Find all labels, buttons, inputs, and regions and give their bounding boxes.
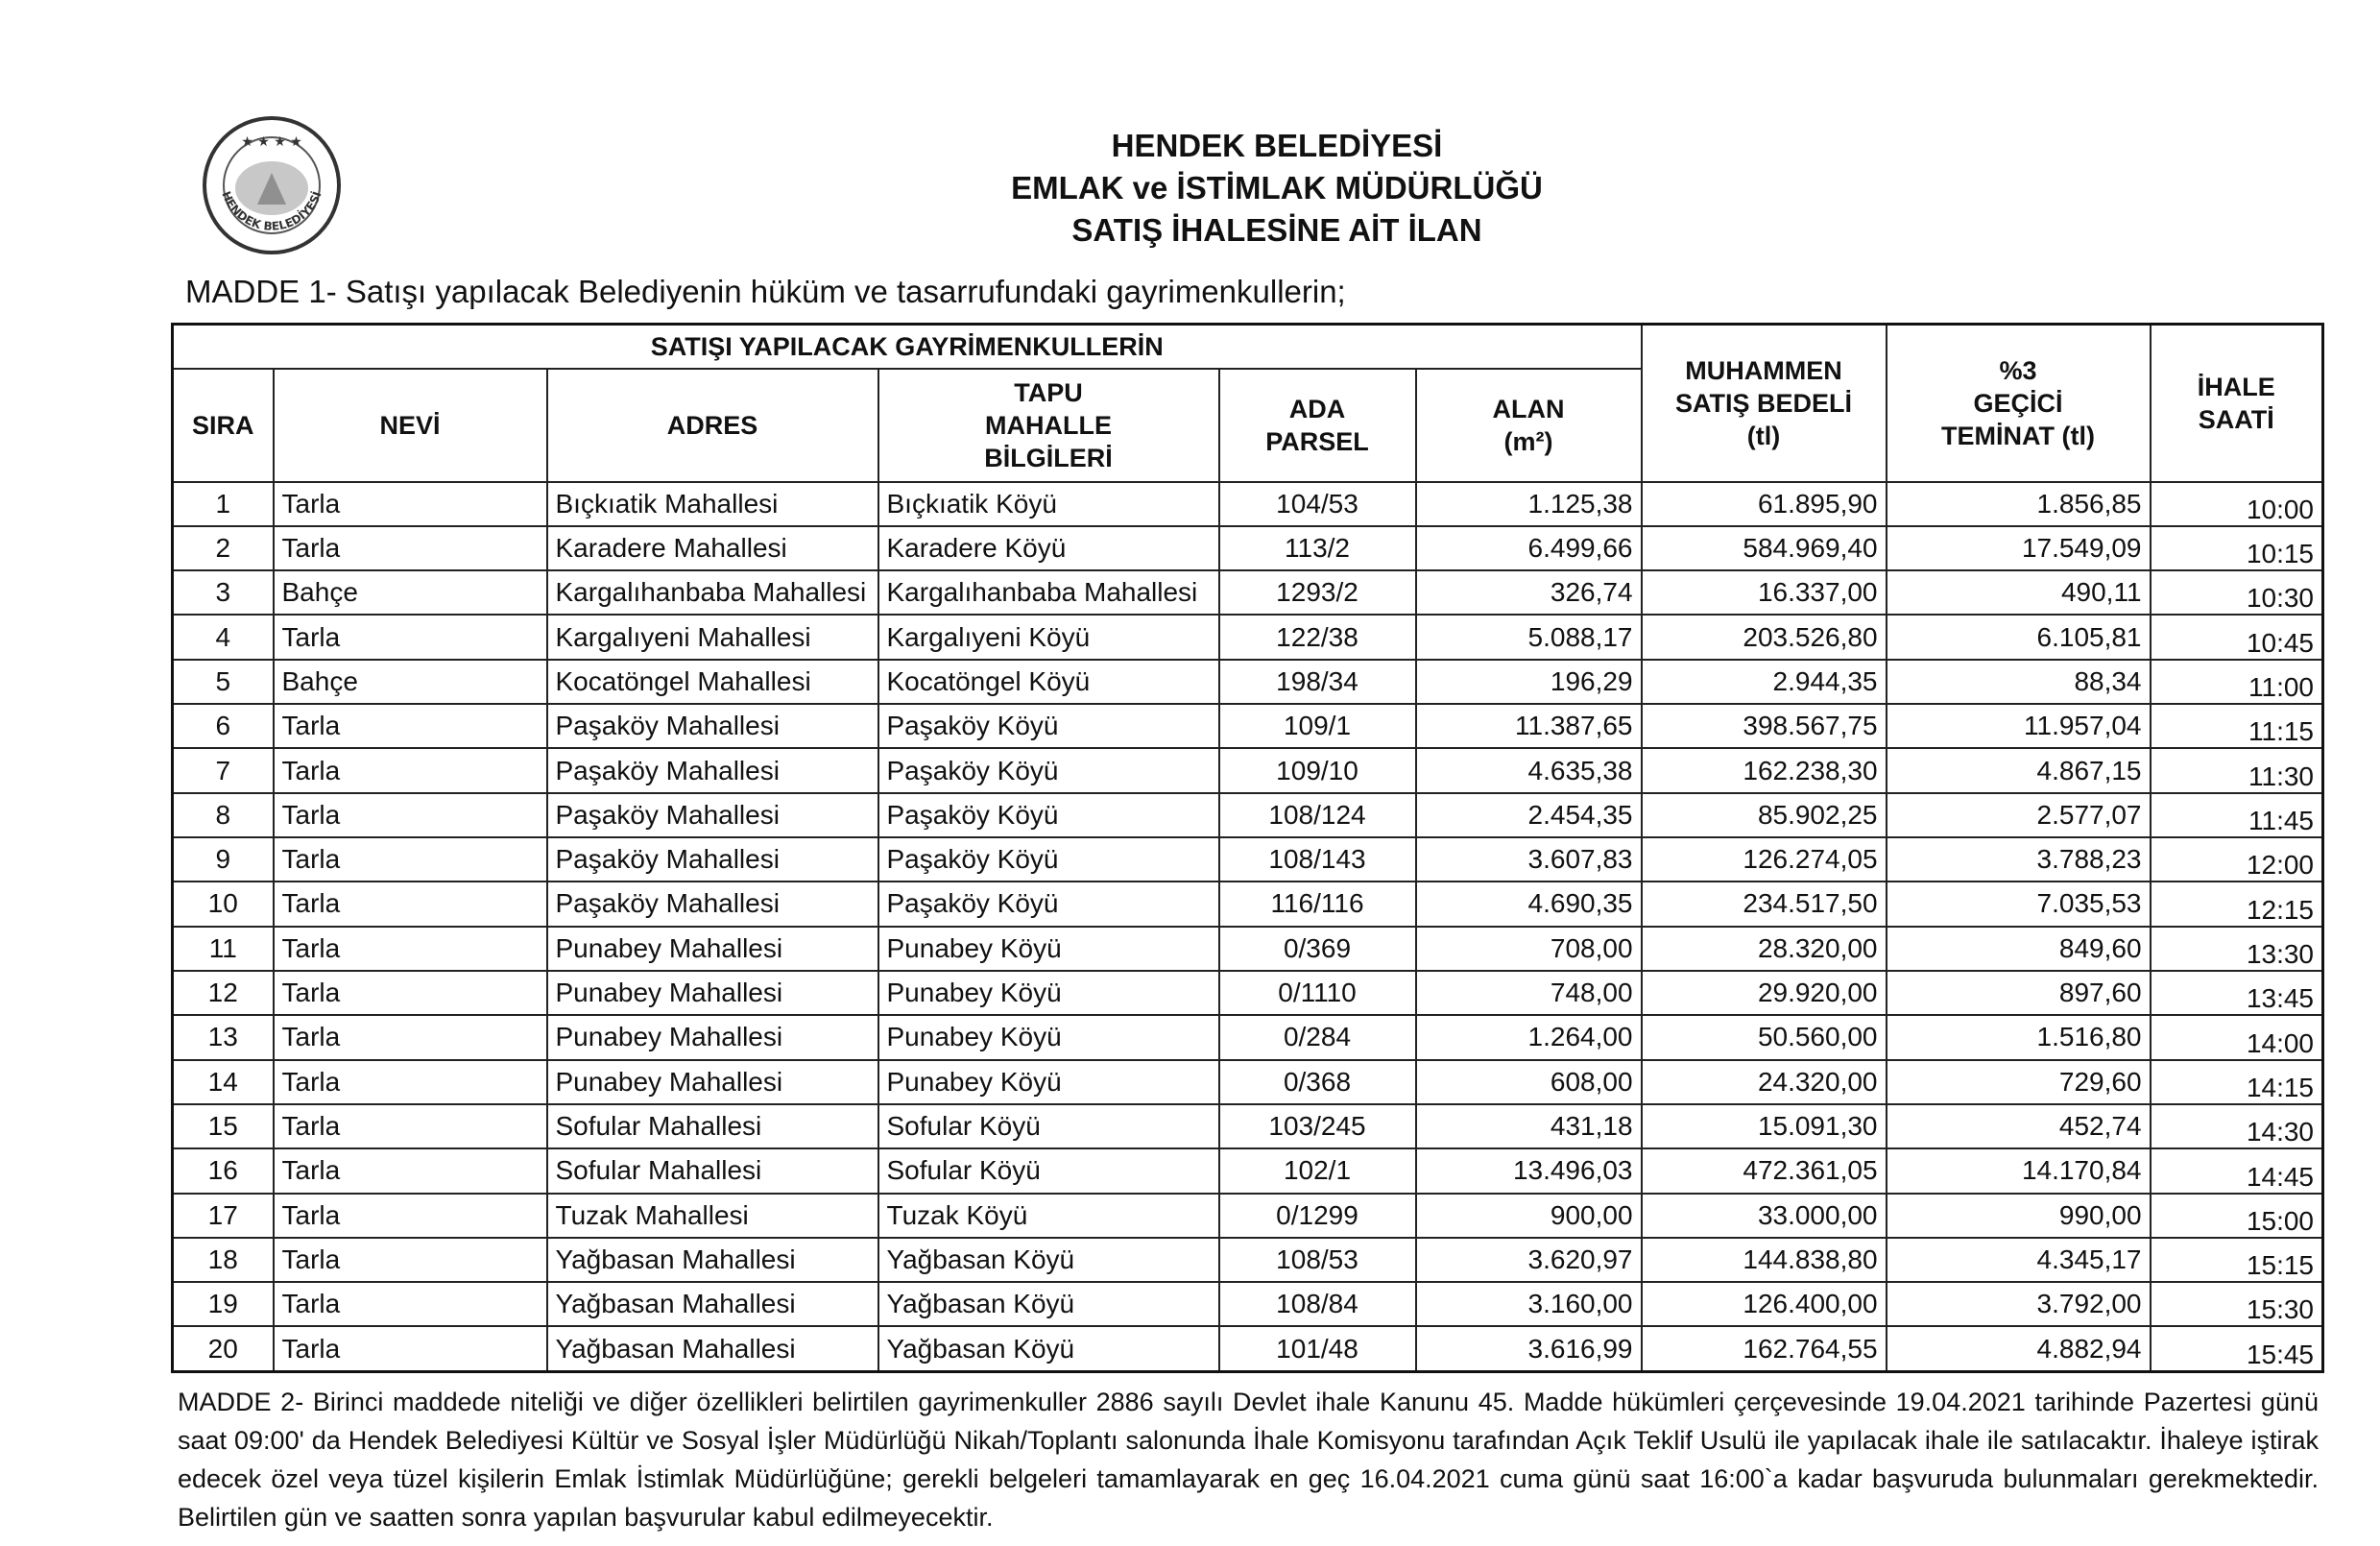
group-header: SATIŞI YAPILACAK GAYRİMENKULLERİN xyxy=(173,325,1642,369)
cell-adres: Punabey Mahallesi xyxy=(547,1015,878,1059)
cell-muhammen-bedel: 398.567,75 xyxy=(1642,704,1887,748)
cell-alan: 431,18 xyxy=(1416,1104,1642,1148)
seal-stars: ★ ★ ★ ★ xyxy=(241,134,302,150)
cell-ihale-saati: 15:00 xyxy=(2151,1194,2323,1238)
cell-alan: 2.454,35 xyxy=(1416,793,1642,837)
table-row xyxy=(173,793,2323,837)
cell-tapu: Kargalıhanbaba Mahallesi xyxy=(878,570,1219,615)
cell-muhammen-bedel: 234.517,50 xyxy=(1642,882,1887,926)
cell-muhammen-bedel: 29.920,00 xyxy=(1642,971,1887,1015)
header-department: EMLAK ve İSTİMLAK MÜDÜRLÜĞÜ xyxy=(1011,170,1543,205)
cell-alan: 4.635,38 xyxy=(1416,748,1642,792)
col-header-saat xyxy=(2151,325,2323,482)
cell-tapu: Kocatöngel Köyü xyxy=(878,660,1219,704)
cell-nevi: Tarla xyxy=(274,1060,547,1104)
cell-teminat: 490,11 xyxy=(1887,570,2151,615)
table-row xyxy=(173,660,2323,704)
cell-adres: Kargalıhanbaba Mahallesi xyxy=(547,570,878,615)
cell-tapu: Paşaköy Köyü xyxy=(878,704,1219,748)
cell-ihale-saati: 15:45 xyxy=(2151,1326,2323,1371)
article-2: MADDE 2- Birinci maddede niteliği ve diğer özellikleri belirtilen gayrimenkuller 2886 sayılı Devlet ihale Kanunu 45. Madde hükümleri çerçevesinde 19.04.2021 tarihinde Pazertesi günü saat 09:00' da Hendek Belediyesi Kültür ve Sosyal İşler Müdürlüğü Nikah/Toplantı salonunda İhale Komisyonu tarafından Açık Teklif Usulü ile yapılacak ihale ile satılacaktır. İhaleye iştirak edecek özel veya tüzel kişilerin Emlak İstimlak Müdürlüğüne; gerekli belgeleri tamamlayarak en geç 16.04.2021 cuma günü saat 16:00`a kadar başvuruda bulunmaları gerekmektedir. Belirtilen gün ve saatten sonra yapılan başvurular kabul edilmeyecektir. xyxy=(178,1388,2319,1532)
col-header-adres: ADRES xyxy=(547,369,878,482)
cell-muhammen-bedel: 28.320,00 xyxy=(1642,927,1887,971)
cell-ada-parsel: 101/48 xyxy=(1219,1326,1416,1371)
cell-nevi: Tarla xyxy=(274,971,547,1015)
cell-ihale-saati: 15:15 xyxy=(2151,1238,2323,1282)
cell-ada-parsel: 116/116 xyxy=(1219,882,1416,926)
cell-ihale-saati: 11:15 xyxy=(2151,704,2323,748)
cell-alan: 3.620,97 xyxy=(1416,1238,1642,1282)
cell-teminat: 3.792,00 xyxy=(1887,1282,2151,1326)
col-header-alan-line1: ALAN xyxy=(1492,394,1565,423)
header-municipality: HENDEK BELEDİYESİ xyxy=(1111,128,1443,163)
cell-ada-parsel: 109/10 xyxy=(1219,748,1416,792)
cell-nevi: Bahçe xyxy=(274,660,547,704)
cell-sira: 13 xyxy=(173,1015,274,1059)
cell-ada-parsel: 0/284 xyxy=(1219,1015,1416,1059)
cell-ada-parsel: 108/84 xyxy=(1219,1282,1416,1326)
cell-sira: 10 xyxy=(173,882,274,926)
col-header-muhammen-line3: (tl) xyxy=(1746,421,1781,450)
cell-teminat: 6.105,81 xyxy=(1887,615,2151,659)
cell-nevi: Tarla xyxy=(274,1015,547,1059)
cell-ada-parsel: 104/53 xyxy=(1219,482,1416,526)
cell-sira: 1 xyxy=(173,482,274,526)
document-header xyxy=(797,125,1757,252)
cell-nevi: Tarla xyxy=(274,615,547,659)
cell-tapu: Paşaköy Köyü xyxy=(878,882,1219,926)
table-row xyxy=(173,1194,2323,1238)
cell-muhammen-bedel: 85.902,25 xyxy=(1642,793,1887,837)
cell-muhammen-bedel: 162.764,55 xyxy=(1642,1326,1887,1371)
cell-teminat: 729,60 xyxy=(1887,1060,2151,1104)
cell-alan: 1.264,00 xyxy=(1416,1015,1642,1059)
cell-sira: 5 xyxy=(173,660,274,704)
cell-adres: Sofular Mahallesi xyxy=(547,1104,878,1148)
cell-teminat: 4.867,15 xyxy=(1887,748,2151,792)
cell-nevi: Tarla xyxy=(274,748,547,792)
header-notice-title: SATIŞ İHALESİNE AİT İLAN xyxy=(1071,212,1482,248)
cell-teminat: 990,00 xyxy=(1887,1194,2151,1238)
cell-ihale-saati: 14:45 xyxy=(2151,1148,2323,1193)
cell-nevi: Tarla xyxy=(274,1282,547,1326)
cell-alan: 11.387,65 xyxy=(1416,704,1642,748)
col-header-saat-line2: SAATİ xyxy=(2198,404,2274,434)
col-header-tapu-line3: BİLGİLERİ xyxy=(984,443,1113,472)
table-row xyxy=(173,526,2323,570)
cell-tapu: Yağbasan Köyü xyxy=(878,1282,1219,1326)
cell-alan: 13.496,03 xyxy=(1416,1148,1642,1193)
cell-teminat: 1.516,80 xyxy=(1887,1015,2151,1059)
cell-muhammen-bedel: 2.944,35 xyxy=(1642,660,1887,704)
cell-adres: Paşaköy Mahallesi xyxy=(547,882,878,926)
cell-nevi: Tarla xyxy=(274,526,547,570)
cell-alan: 3.607,83 xyxy=(1416,837,1642,882)
cell-sira: 14 xyxy=(173,1060,274,1104)
cell-adres: Kargalıyeni Mahallesi xyxy=(547,615,878,659)
cell-nevi: Tarla xyxy=(274,927,547,971)
table-group-header-row xyxy=(173,325,2323,369)
table-row xyxy=(173,1148,2323,1193)
cell-teminat: 1.856,85 xyxy=(1887,482,2151,526)
cell-adres: Bıçkıatik Mahallesi xyxy=(547,482,878,526)
table-row xyxy=(173,704,2323,748)
cell-tapu: Sofular Köyü xyxy=(878,1104,1219,1148)
table-row xyxy=(173,482,2323,526)
cell-alan: 608,00 xyxy=(1416,1060,1642,1104)
col-header-teminat-line3: TEMİNAT (tl) xyxy=(1941,421,2095,450)
cell-ada-parsel: 108/124 xyxy=(1219,793,1416,837)
cell-adres: Yağbasan Mahallesi xyxy=(547,1282,878,1326)
cell-tapu: Paşaköy Köyü xyxy=(878,793,1219,837)
cell-adres: Punabey Mahallesi xyxy=(547,927,878,971)
cell-ihale-saati: 10:15 xyxy=(2151,526,2323,570)
cell-adres: Yağbasan Mahallesi xyxy=(547,1326,878,1371)
cell-tapu: Paşaköy Köyü xyxy=(878,748,1219,792)
municipality-seal xyxy=(200,113,344,257)
cell-ihale-saati: 10:00 xyxy=(2151,482,2323,526)
cell-teminat: 7.035,53 xyxy=(1887,882,2151,926)
table-row xyxy=(173,1060,2323,1104)
cell-ada-parsel: 109/1 xyxy=(1219,704,1416,748)
cell-tapu: Paşaköy Köyü xyxy=(878,837,1219,882)
col-header-tapu xyxy=(878,369,1219,482)
cell-adres: Kocatöngel Mahallesi xyxy=(547,660,878,704)
cell-alan: 196,29 xyxy=(1416,660,1642,704)
cell-ihale-saati: 12:15 xyxy=(2151,882,2323,926)
col-header-muhammen-line2: SATIŞ BEDELİ xyxy=(1675,388,1853,418)
cell-ada-parsel: 122/38 xyxy=(1219,615,1416,659)
cell-alan: 3.160,00 xyxy=(1416,1282,1642,1326)
cell-nevi: Tarla xyxy=(274,1104,547,1148)
cell-tapu: Kargalıyeni Köyü xyxy=(878,615,1219,659)
col-header-tapu-line1: TAPU xyxy=(1014,377,1083,407)
cell-alan: 326,74 xyxy=(1416,570,1642,615)
cell-sira: 6 xyxy=(173,704,274,748)
cell-nevi: Tarla xyxy=(274,1326,547,1371)
cell-sira: 12 xyxy=(173,971,274,1015)
table-row xyxy=(173,971,2323,1015)
cell-muhammen-bedel: 61.895,90 xyxy=(1642,482,1887,526)
seal-emblem-icon xyxy=(200,113,344,257)
cell-sira: 20 xyxy=(173,1326,274,1371)
cell-alan: 748,00 xyxy=(1416,971,1642,1015)
table-row xyxy=(173,1282,2323,1326)
table-row xyxy=(173,1104,2323,1148)
cell-muhammen-bedel: 584.969,40 xyxy=(1642,526,1887,570)
cell-teminat: 897,60 xyxy=(1887,971,2151,1015)
cell-tapu: Punabey Köyü xyxy=(878,1060,1219,1104)
cell-adres: Paşaköy Mahallesi xyxy=(547,704,878,748)
cell-muhammen-bedel: 144.838,80 xyxy=(1642,1238,1887,1282)
cell-ada-parsel: 198/34 xyxy=(1219,660,1416,704)
cell-adres: Paşaköy Mahallesi xyxy=(547,748,878,792)
table-row xyxy=(173,837,2323,882)
cell-ada-parsel: 113/2 xyxy=(1219,526,1416,570)
cell-tapu: Yağbasan Köyü xyxy=(878,1326,1219,1371)
col-header-ada xyxy=(1219,369,1416,482)
cell-sira: 18 xyxy=(173,1238,274,1282)
cell-nevi: Tarla xyxy=(274,1238,547,1282)
col-header-ada-line2: PARSEL xyxy=(1265,426,1369,456)
table-row xyxy=(173,615,2323,659)
cell-teminat: 452,74 xyxy=(1887,1104,2151,1148)
table-row xyxy=(173,1326,2323,1371)
col-header-ada-line1: ADA xyxy=(1288,394,1346,423)
cell-ihale-saati: 13:30 xyxy=(2151,927,2323,971)
article-1: MADDE 1- Satışı yapılacak Belediyenin hüküm ve tasarrufundaki gayrimenkullerin; xyxy=(185,274,1346,309)
cell-sira: 9 xyxy=(173,837,274,882)
cell-teminat: 88,34 xyxy=(1887,660,2151,704)
col-header-sira: SIRA xyxy=(173,369,274,482)
cell-tapu: Karadere Köyü xyxy=(878,526,1219,570)
cell-adres: Paşaköy Mahallesi xyxy=(547,837,878,882)
col-header-alan xyxy=(1416,369,1642,482)
cell-ada-parsel: 0/368 xyxy=(1219,1060,1416,1104)
cell-alan: 708,00 xyxy=(1416,927,1642,971)
cell-adres: Punabey Mahallesi xyxy=(547,1060,878,1104)
cell-muhammen-bedel: 15.091,30 xyxy=(1642,1104,1887,1148)
cell-sira: 8 xyxy=(173,793,274,837)
cell-sira: 7 xyxy=(173,748,274,792)
cell-sira: 11 xyxy=(173,927,274,971)
cell-tapu: Punabey Köyü xyxy=(878,927,1219,971)
cell-muhammen-bedel: 472.361,05 xyxy=(1642,1148,1887,1193)
cell-sira: 2 xyxy=(173,526,274,570)
cell-nevi: Tarla xyxy=(274,704,547,748)
cell-muhammen-bedel: 126.274,05 xyxy=(1642,837,1887,882)
cell-alan: 900,00 xyxy=(1416,1194,1642,1238)
col-header-teminat-line1: %3 xyxy=(1999,355,2037,385)
cell-muhammen-bedel: 33.000,00 xyxy=(1642,1194,1887,1238)
cell-sira: 15 xyxy=(173,1104,274,1148)
table-row xyxy=(173,927,2323,971)
cell-adres: Tuzak Mahallesi xyxy=(547,1194,878,1238)
cell-ada-parsel: 0/369 xyxy=(1219,927,1416,971)
col-header-saat-line1: İHALE xyxy=(2197,372,2275,401)
col-header-tapu-line2: MAHALLE xyxy=(985,410,1112,440)
cell-ada-parsel: 103/245 xyxy=(1219,1104,1416,1148)
cell-ihale-saati: 12:00 xyxy=(2151,837,2323,882)
cell-teminat: 2.577,07 xyxy=(1887,793,2151,837)
cell-ihale-saati: 10:45 xyxy=(2151,615,2323,659)
cell-ihale-saati: 14:15 xyxy=(2151,1060,2323,1104)
cell-nevi: Tarla xyxy=(274,1194,547,1238)
col-header-teminat-line2: GEÇİCİ xyxy=(1973,388,2063,418)
cell-sira: 4 xyxy=(173,615,274,659)
table-row xyxy=(173,1015,2323,1059)
cell-muhammen-bedel: 16.337,00 xyxy=(1642,570,1887,615)
col-header-muhammen-line1: MUHAMMEN xyxy=(1685,355,1842,385)
cell-muhammen-bedel: 50.560,00 xyxy=(1642,1015,1887,1059)
cell-sira: 19 xyxy=(173,1282,274,1326)
cell-alan: 4.690,35 xyxy=(1416,882,1642,926)
cell-ihale-saati: 10:30 xyxy=(2151,570,2323,615)
cell-nevi: Tarla xyxy=(274,837,547,882)
table-row xyxy=(173,570,2323,615)
cell-alan: 3.616,99 xyxy=(1416,1326,1642,1371)
cell-sira: 16 xyxy=(173,1148,274,1193)
cell-ada-parsel: 1293/2 xyxy=(1219,570,1416,615)
cell-adres: Paşaköy Mahallesi xyxy=(547,793,878,837)
cell-sira: 17 xyxy=(173,1194,274,1238)
cell-alan: 5.088,17 xyxy=(1416,615,1642,659)
col-header-nevi: NEVİ xyxy=(274,369,547,482)
cell-ada-parsel: 0/1110 xyxy=(1219,971,1416,1015)
cell-tapu: Yağbasan Köyü xyxy=(878,1238,1219,1282)
cell-ada-parsel: 0/1299 xyxy=(1219,1194,1416,1238)
cell-teminat: 849,60 xyxy=(1887,927,2151,971)
table-row xyxy=(173,1238,2323,1282)
cell-nevi: Tarla xyxy=(274,793,547,837)
cell-teminat: 14.170,84 xyxy=(1887,1148,2151,1193)
col-header-alan-line2: (m²) xyxy=(1503,426,1553,456)
cell-teminat: 4.345,17 xyxy=(1887,1238,2151,1282)
cell-ada-parsel: 108/53 xyxy=(1219,1238,1416,1282)
col-header-teminat xyxy=(1887,325,2151,482)
cell-ihale-saati: 13:45 xyxy=(2151,971,2323,1015)
cell-teminat: 3.788,23 xyxy=(1887,837,2151,882)
cell-teminat: 17.549,09 xyxy=(1887,526,2151,570)
cell-muhammen-bedel: 162.238,30 xyxy=(1642,748,1887,792)
cell-muhammen-bedel: 126.400,00 xyxy=(1642,1282,1887,1326)
cell-adres: Karadere Mahallesi xyxy=(547,526,878,570)
table-row xyxy=(173,748,2323,792)
cell-alan: 1.125,38 xyxy=(1416,482,1642,526)
cell-sira: 3 xyxy=(173,570,274,615)
cell-ihale-saati: 11:00 xyxy=(2151,660,2323,704)
cell-nevi: Tarla xyxy=(274,1148,547,1193)
cell-nevi: Tarla xyxy=(274,482,547,526)
table-row xyxy=(173,882,2323,926)
cell-tapu: Punabey Köyü xyxy=(878,1015,1219,1059)
cell-ada-parsel: 108/143 xyxy=(1219,837,1416,882)
col-header-muhammen xyxy=(1642,325,1887,482)
cell-ihale-saati: 14:30 xyxy=(2151,1104,2323,1148)
cell-ihale-saati: 11:30 xyxy=(2151,748,2323,792)
cell-tapu: Tuzak Köyü xyxy=(878,1194,1219,1238)
cell-muhammen-bedel: 24.320,00 xyxy=(1642,1060,1887,1104)
cell-tapu: Punabey Köyü xyxy=(878,971,1219,1015)
cell-alan: 6.499,66 xyxy=(1416,526,1642,570)
cell-tapu: Bıçkıatik Köyü xyxy=(878,482,1219,526)
cell-adres: Punabey Mahallesi xyxy=(547,971,878,1015)
cell-adres: Sofular Mahallesi xyxy=(547,1148,878,1193)
seal-text: HENDEK BELEDİYESİ xyxy=(219,189,325,233)
cell-teminat: 11.957,04 xyxy=(1887,704,2151,748)
cell-muhammen-bedel: 203.526,80 xyxy=(1642,615,1887,659)
cell-ihale-saati: 11:45 xyxy=(2151,793,2323,837)
cell-nevi: Tarla xyxy=(274,882,547,926)
cell-ihale-saati: 15:30 xyxy=(2151,1282,2323,1326)
cell-nevi: Bahçe xyxy=(274,570,547,615)
cell-ada-parsel: 102/1 xyxy=(1219,1148,1416,1193)
cell-tapu: Sofular Köyü xyxy=(878,1148,1219,1193)
cell-adres: Yağbasan Mahallesi xyxy=(547,1238,878,1282)
cell-ihale-saati: 14:00 xyxy=(2151,1015,2323,1059)
cell-teminat: 4.882,94 xyxy=(1887,1326,2151,1371)
property-table xyxy=(171,323,2324,1373)
